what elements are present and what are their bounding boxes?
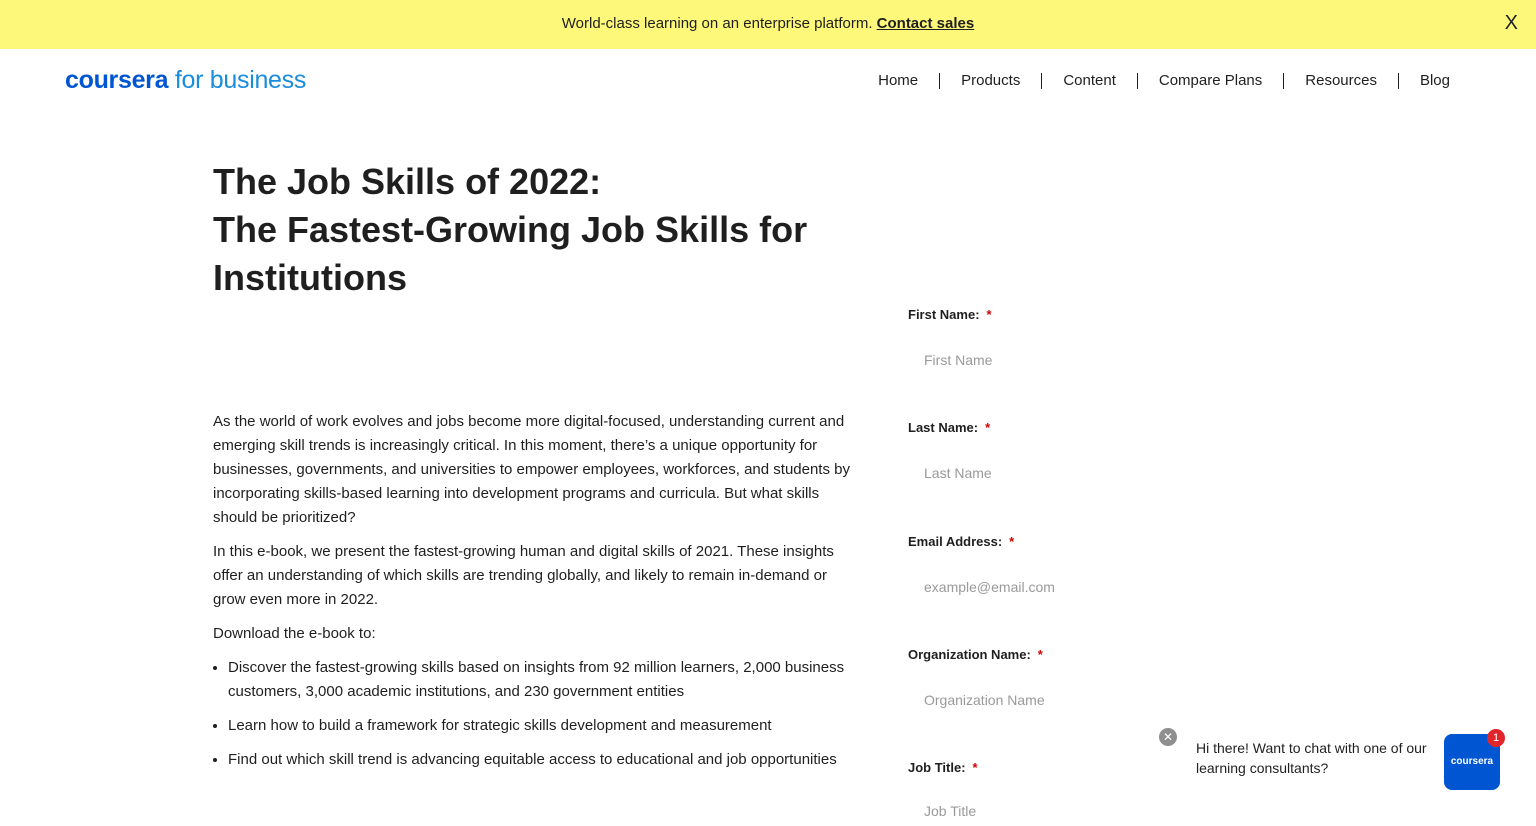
job-title-label [908,760,978,775]
last-name-label-text: Last Name: [908,420,979,435]
required-marker: * [1037,647,1043,662]
email-field-group [908,533,1468,551]
email-input[interactable] [908,569,1448,605]
title-line-1: The Job Skills of 2022: [213,161,602,202]
coursera-for-business-logo[interactable] [65,66,306,95]
benefits-list [213,656,853,772]
last-name-field-group [908,419,1468,437]
nav-item-resources[interactable]: Resources [1305,72,1377,89]
nav-separator [1283,73,1284,89]
first-name-label [908,307,992,322]
email-label [908,534,1014,549]
announcement-banner [0,0,1536,49]
site-header [0,49,1536,113]
last-name-label [908,420,990,435]
job-title-label-text: Job Title: [908,760,966,775]
organization-input[interactable] [908,682,1448,718]
logo-sub-text: for business [174,66,307,94]
nav-separator [1398,73,1399,89]
download-lead-in: Download the e-book to: [213,625,376,642]
chat-launcher-button[interactable]: coursera [1444,734,1500,790]
nav-item-content[interactable]: Content [1063,72,1116,89]
nav-item-blog[interactable]: Blog [1419,72,1450,89]
title-line-3: Institutions [213,257,407,298]
banner-close-button[interactable]: X [1504,12,1518,34]
nav-item-products[interactable]: Products [961,72,1021,89]
nav-separator [1041,73,1042,89]
nav-separator [939,73,940,89]
first-name-label-text: First Name: [908,307,980,322]
last-name-input[interactable] [908,455,1448,491]
list-item: • Find out which skill trend is advancing equitable access to educational and job opportunities [228,748,853,772]
insights-paragraph: In this e-book, we present the fastest-growing human and digital skills of 2021. These insights offer an understanding of which skills are trending globally, and likely to remain in-demand or grow even more in 2022. [213,543,834,608]
first-name-input[interactable] [908,342,1448,378]
x-circle-icon[interactable]: ✕ [1159,728,1177,746]
required-marker: * [985,420,991,435]
main-nav [878,72,1450,89]
logo-main-text: coursera [65,66,169,94]
required-marker: * [1009,534,1015,549]
title-line-2: The Fastest-Growing Job Skills for [213,209,808,250]
chat-notification-badge: 1 [1487,729,1505,747]
email-label-text: Email Address: [908,534,1003,549]
required-marker: * [986,307,992,322]
first-name-field-group [908,306,1468,324]
ebook-description [213,410,853,782]
banner-text: World-class learning on an enterprise platform. [561,15,873,32]
banner-message [0,12,1536,34]
nav-item-compare-plans[interactable]: Compare Plans [1158,72,1263,89]
page-title [213,158,833,302]
nav-item-home[interactable]: Home [878,72,919,89]
job-title-input[interactable] [908,795,1448,826]
list-item: • Discover the fastest-growing skills based on insights from 92 million learners, 2,000 business customers, 3,000 academic institutions, and 230 government entities [228,656,853,704]
nav-separator [1137,73,1138,89]
organization-field-group [908,646,1468,664]
organization-label-text: Organization Name: [908,647,1031,662]
list-item: • Learn how to build a framework for strategic skills development and measurement [228,714,853,738]
chat-prompt-message[interactable]: Hi there! Want to chat with one of our learning consultants? [1196,740,1427,776]
organization-label [908,647,1043,662]
required-marker: * [972,760,978,775]
contact-sales-link[interactable]: Contact sales [876,15,975,32]
intro-paragraph: As the world of work evolves and jobs become more digital-focused, understanding current and emerging skill trends is increasingly critical. In this moment, there’s a unique opportunity for businesses, governments, and universities to empower employees, workforces, and students by incorporating skills-based learning into development programs and curricula. But what skills should be prioritized? [213,413,850,526]
